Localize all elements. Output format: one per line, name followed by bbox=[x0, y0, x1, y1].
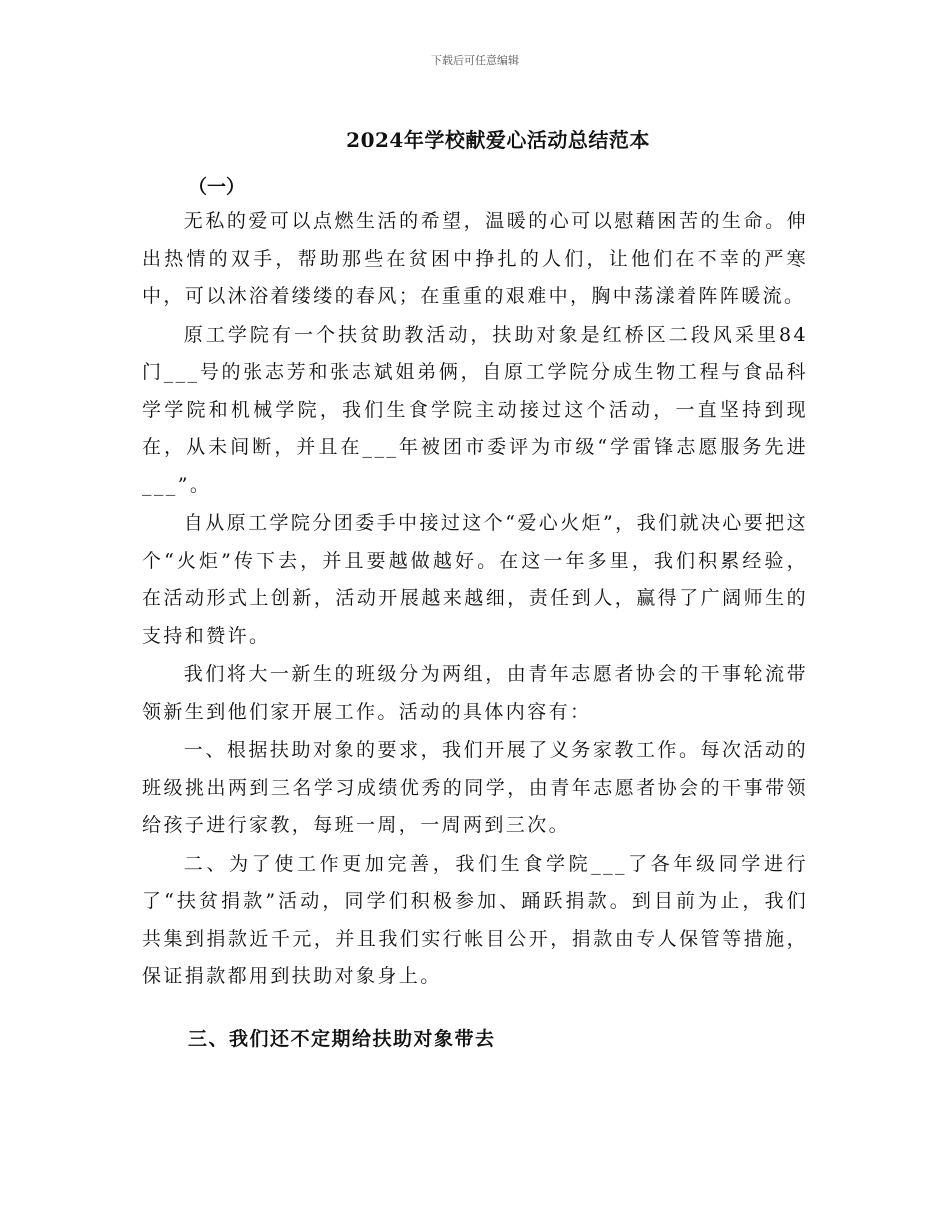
section-subheading: 三、我们还不定期给扶助对象带去 bbox=[188, 1028, 496, 1050]
section-label: （一） bbox=[188, 176, 246, 198]
paragraph: 我们将大一新生的班级分为两组，由青年志愿者协会的干事轮流带领新生到他们家开展工作。活动的具体内容有： bbox=[142, 663, 808, 723]
paragraph: 无私的爱可以点燃生活的希望，温暖的心可以慰藉困苦的生命。伸出热情的双手，帮助那些在贫困中挣扎的人们，让他们在不幸的严寒中，可以沐浴着缕缕的春风；在重重的艰难中，胸中荡漾着阵阵暖流。 bbox=[142, 210, 808, 307]
paragraph: 自从原工学院分团委手中接过这个“爱心火炬”，我们就决心要把这个“火炬”传下去，并且要越做越好。在这一年多里，我们积累经验，在活动形式上创新，活动开展越来越细，责任到人，赢得了广阔师生的支持和赞许。 bbox=[142, 512, 808, 647]
paragraph: 一、根据扶助对象的要求，我们开展了义务家教工作。每次活动的班级挑出两到三名学习成绩优秀的同学，由青年志愿者协会的干事带领给孩子进行家教，每班一周，一周两到三次。 bbox=[142, 739, 808, 836]
document-title: 2024年学校献爱心活动总结范本 bbox=[346, 128, 650, 152]
document-body bbox=[142, 203, 808, 997]
page-header-note: 下载后可任意编辑 bbox=[431, 54, 519, 67]
paragraph: 原工学院有一个扶贫助教活动，扶助对象是红桥区二段风采里84门___号的张志芳和张志斌姐弟俩，自原工学院分成生物工程与食品科学学院和机械学院，我们生食学院主动接过这个活动，一直坚持到现在，从未间断，并且在___年被团市委评为市级“学雷锋志愿服务先进___”。 bbox=[142, 323, 808, 496]
paragraph: 二、为了使工作更加完善，我们生食学院___了各年级同学进行了“扶贫捐款”活动，同学们积极参加、踊跃捐款。到目前为止，我们共集到捐款近千元，并且我们实行帐目公开，捐款由专人保管等措施，保证捐款都用到扶助对象身上。 bbox=[142, 852, 808, 987]
